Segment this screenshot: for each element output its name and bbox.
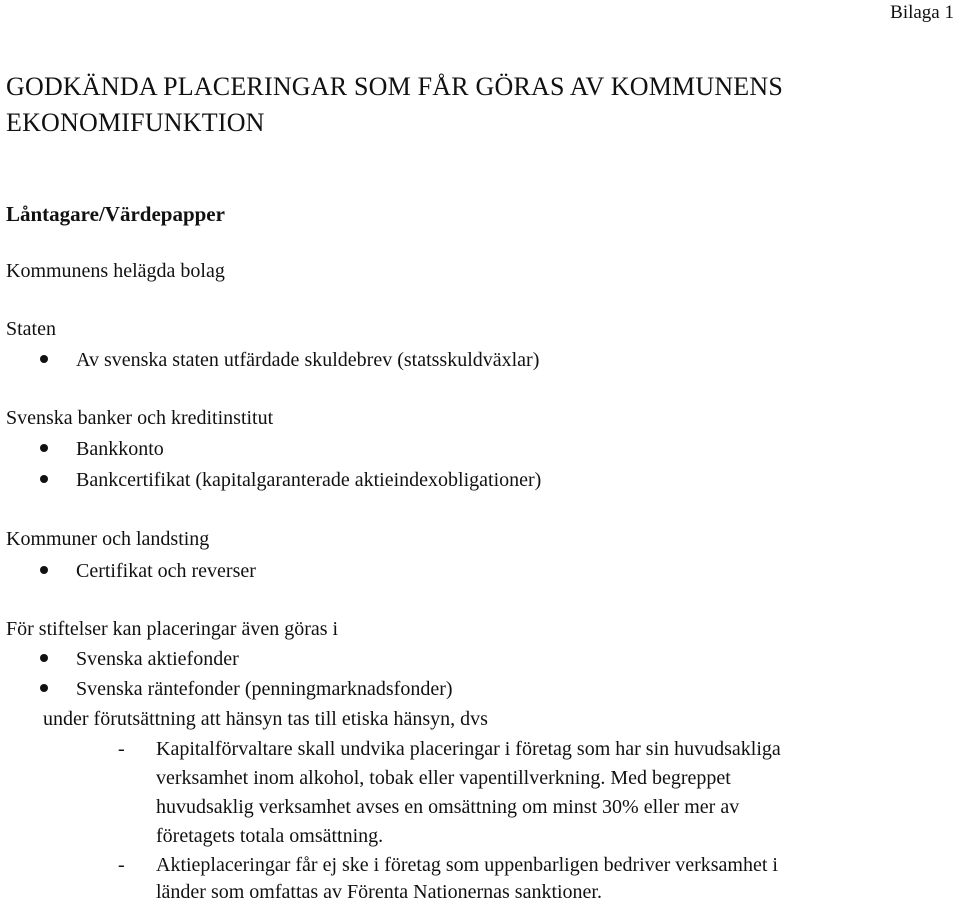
list-item-text: Certifikat och reverser <box>76 560 256 582</box>
list-item <box>40 560 256 583</box>
bullet-icon <box>40 444 48 452</box>
list-item-text: Av svenska staten utfärdade skuldebrev (statsskuldväxlar) <box>76 349 540 371</box>
list-item-text: Bankkonto <box>76 438 164 460</box>
dash-marker: - <box>118 738 125 760</box>
group-label-banker: Svenska banker och kreditinstitut <box>6 407 274 429</box>
list-item <box>40 678 453 701</box>
list-item <box>40 438 164 461</box>
dash-item-line: företagets totala omsättning. <box>156 825 384 847</box>
list-item <box>40 349 539 372</box>
list-item-text: Bankcertifikat (kapitalgaranterade aktieindexobligationer) <box>76 469 542 491</box>
document-title-line-1: GODKÄNDA PLACERINGAR SOM FÅR GÖRAS AV KOMMUNENS <box>6 72 784 101</box>
bullet-icon <box>40 684 48 692</box>
bullet-icon <box>40 654 48 662</box>
condition-text: under förutsättning att hänsyn tas till etiska hänsyn, dvs <box>43 708 488 730</box>
group-label-staten: Staten <box>6 318 56 340</box>
section-heading: Låntagare/Värdepapper <box>6 202 225 226</box>
bullet-icon <box>40 566 48 574</box>
group-label-kommuner: Kommuner och landsting <box>6 528 210 550</box>
list-item-text: Svenska räntefonder (penningmarknadsfonder) <box>76 678 453 700</box>
dash-item-line: länder som omfattas av Förenta Nationernas sanktioner. <box>156 881 602 903</box>
bullet-icon <box>40 355 48 363</box>
group-label-stiftelser: För stiftelser kan placeringar även göras i <box>6 618 339 640</box>
list-item <box>40 648 239 671</box>
dash-item-line: Aktieplaceringar får ej ske i företag som uppenbarligen bedriver verksamhet i <box>156 854 778 876</box>
appendix-label: Bilaga 1 <box>890 2 954 23</box>
group-label-kommunens-bolag: Kommunens helägda bolag <box>6 260 225 282</box>
dash-item-line: verksamhet inom alkohol, tobak eller vapentillverkning. Med begreppet <box>156 767 731 789</box>
document-title-line-2: EKONOMIFUNKTION <box>6 108 265 137</box>
bullet-icon <box>40 475 48 483</box>
dash-marker: - <box>118 854 125 876</box>
dash-item-line: huvudsaklig verksamhet avses en omsättning om minst 30% eller mer av <box>156 796 740 818</box>
dash-item-line: Kapitalförvaltare skall undvika placeringar i företag som har sin huvudsakliga <box>156 738 781 760</box>
list-item-text: Svenska aktiefonder <box>76 648 239 670</box>
list-item <box>40 469 541 492</box>
